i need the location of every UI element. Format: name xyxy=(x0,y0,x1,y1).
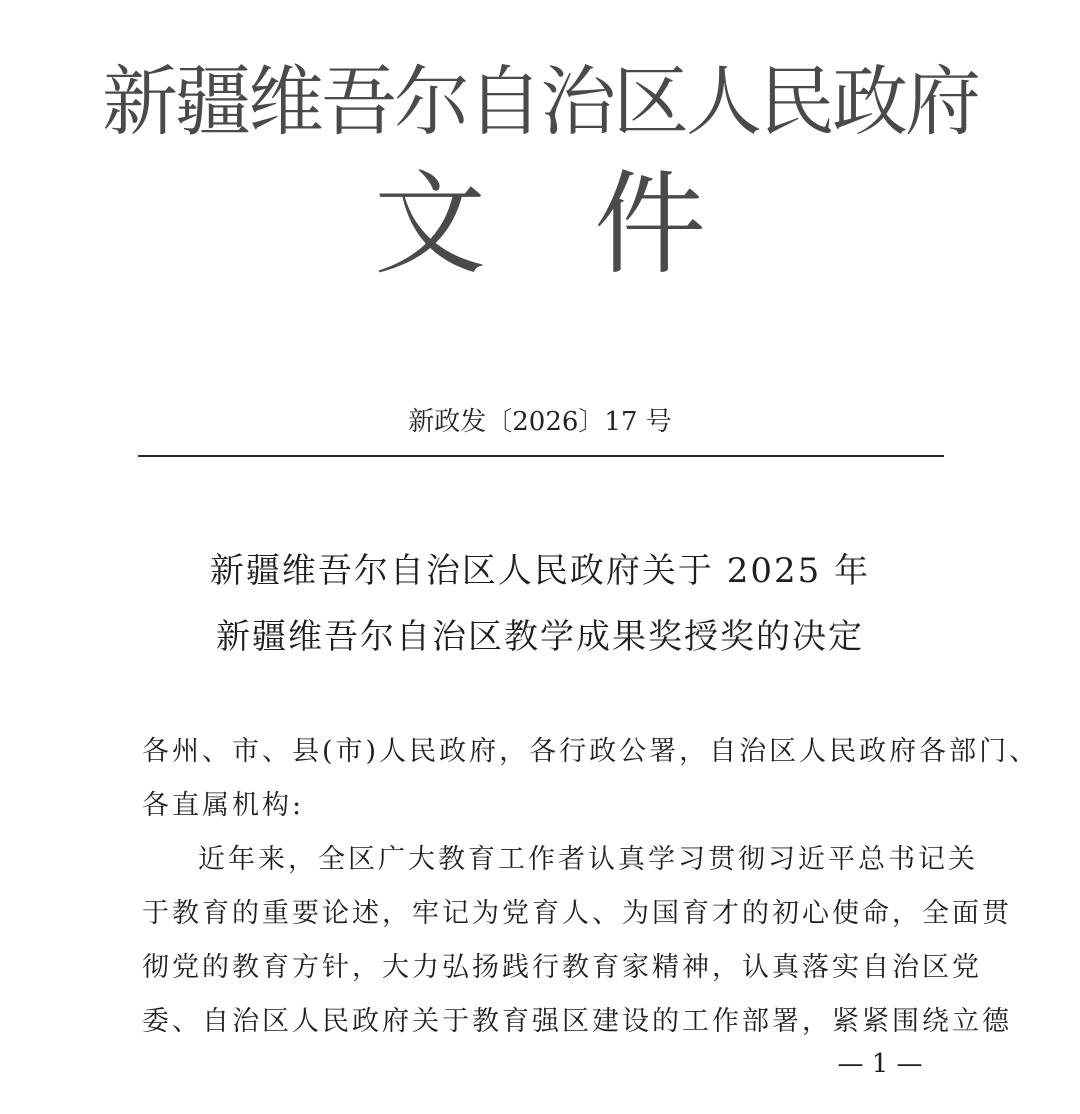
body-paragraph-line-4: 委、自治区人民政府关于教育强区建设的工作部署，紧紧围绕立德 xyxy=(142,1006,1012,1037)
document-type-char-wen: 文 xyxy=(374,160,486,290)
document-title-line-1: 新疆维吾尔自治区人民政府关于 2025 年 xyxy=(209,551,871,591)
issuer-name: 新疆维吾尔自治区人民政府 xyxy=(102,57,978,146)
addressee-line-2: 各直属机构: xyxy=(142,790,305,821)
header-divider xyxy=(138,455,944,457)
body-paragraph-line-3: 彻党的教育方针，大力弘扬践行教育家精神，认真落实自治区党 xyxy=(142,952,982,983)
document-title-line-2: 新疆维吾尔自治区教学成果奖授奖的决定 xyxy=(216,617,864,657)
addressee-line-1: 各州、市、县(市)人民政府，各行政公署，自治区人民政府各部门、 xyxy=(142,736,1040,767)
body-paragraph-line-2: 于教育的重要论述，牢记为党育人、为国育才的初心使命，全面贯 xyxy=(142,898,1012,929)
body-paragraph-line-1: 近年来，全区广大教育工作者认真学习贯彻习近平总书记关 xyxy=(198,844,978,875)
document-type-char-jian: 件 xyxy=(594,160,706,290)
document-type-heading xyxy=(0,160,1080,290)
document-number: 新政发〔2026〕17 号 xyxy=(408,407,672,437)
page-number: — 1 — xyxy=(837,1049,923,1079)
